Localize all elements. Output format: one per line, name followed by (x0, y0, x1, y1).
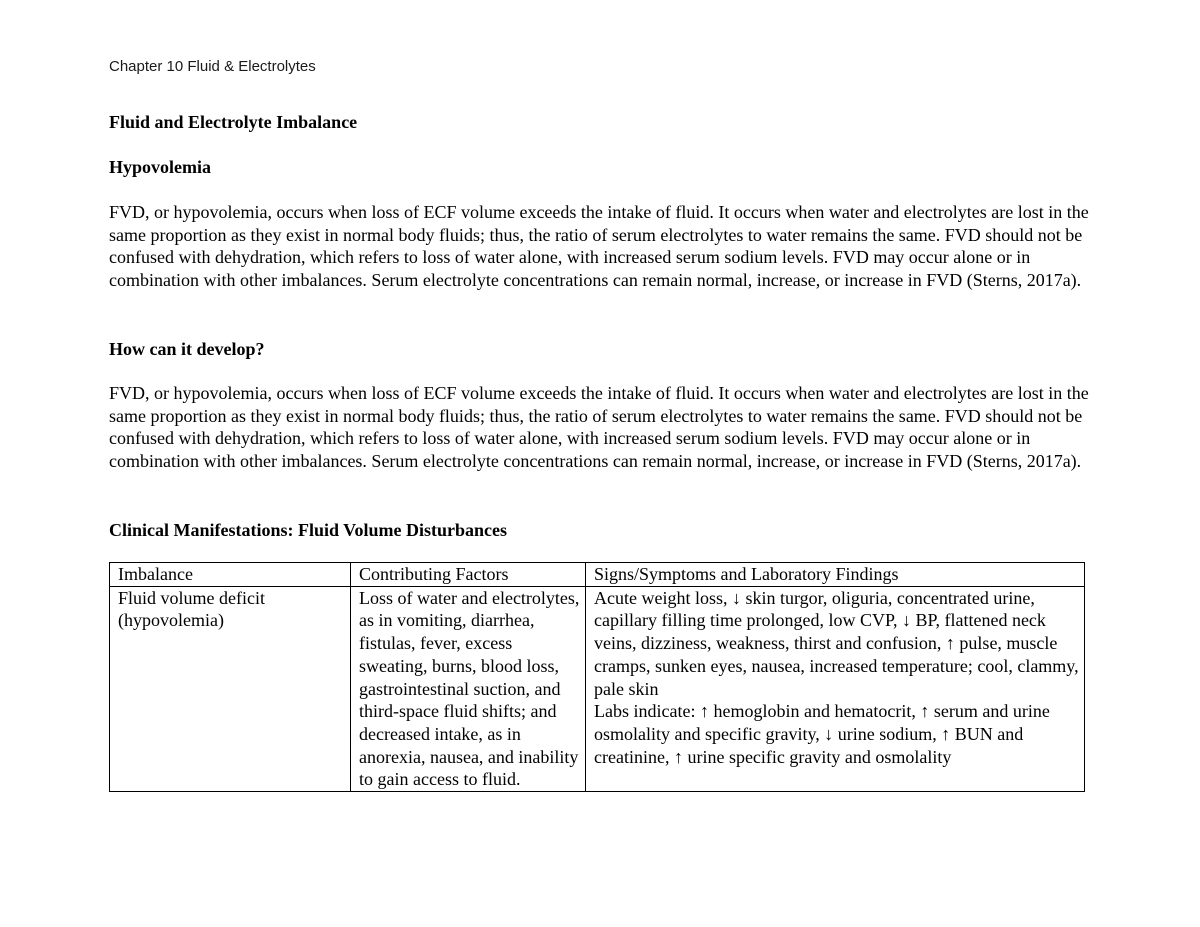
cell-imbalance: Fluid volume deficit (hypovolemia) (110, 586, 351, 791)
header-imbalance: Imbalance (110, 563, 351, 587)
hypovolemia-paragraph: FVD, or hypovolemia, occurs when loss of ECF volume exceeds the intake of fluid. It occurs when water and electrolytes are lost in the same proportion as they exist in normal body fluids; thus, the ratio of serum electrolytes to water remains the same. FVD should not be confused with dehydration, which refers to loss of water alone, with increased serum sodium levels. FVD may occur alone or in combination with other imbalances. Serum electrolyte concentrations can remain normal, increase, or increase in FVD (Sterns, 2017a). (109, 202, 1089, 291)
table-row (110, 586, 1085, 791)
main-heading: Fluid and Electrolyte Imbalance (109, 112, 358, 132)
header-signs-symptoms: Signs/Symptoms and Laboratory Findings (586, 563, 1085, 587)
table-header-row (110, 563, 1085, 587)
cell-contributing-factors: Loss of water and electrolytes, as in vomiting, diarrhea, fistulas, fever, excess sweating, burns, blood loss, gastrointestinal suction, and third-space fluid shifts; and decreased intake, as in anorexia, nausea, and inability to gain access to fluid. (351, 586, 586, 791)
signs-text: Acute weight loss, ↓ skin turgor, oliguria, concentrated urine, capillary filling time prolonged, low CVP, ↓ BP, flattened neck veins, dizziness, weakness, thirst and confusion, ↑ pulse, muscle cramps, sunken eyes, nausea, increased temperature; cool, clammy, pale skin (594, 587, 1079, 699)
develop-heading: How can it develop? (109, 339, 265, 359)
labs-text: Labs indicate: ↑ hemoglobin and hematocrit, ↑ serum and urine osmolality and specific gravity, ↓ urine sodium, ↑ BUN and creatinine, ↑ urine specific gravity and osmolality (594, 701, 1050, 767)
table-heading: Clinical Manifestations: Fluid Volume Disturbances (109, 520, 508, 540)
cell-signs-symptoms (586, 586, 1085, 791)
hypovolemia-heading: Hypovolemia (109, 157, 211, 177)
chapter-header: Chapter 10 Fluid & Electrolytes (109, 58, 316, 75)
manifestations-table (109, 562, 1085, 792)
header-contributing-factors: Contributing Factors (351, 563, 586, 587)
develop-paragraph: FVD, or hypovolemia, occurs when loss of ECF volume exceeds the intake of fluid. It occurs when water and electrolytes are lost in the same proportion as they exist in normal body fluids; thus, the ratio of serum electrolytes to water remains the same. FVD should not be confused with dehydration, which refers to loss of water alone, with increased serum sodium levels. FVD may occur alone or in combination with other imbalances. Serum electrolyte concentrations can remain normal, increase, or increase in FVD (Sterns, 2017a). (109, 383, 1089, 472)
